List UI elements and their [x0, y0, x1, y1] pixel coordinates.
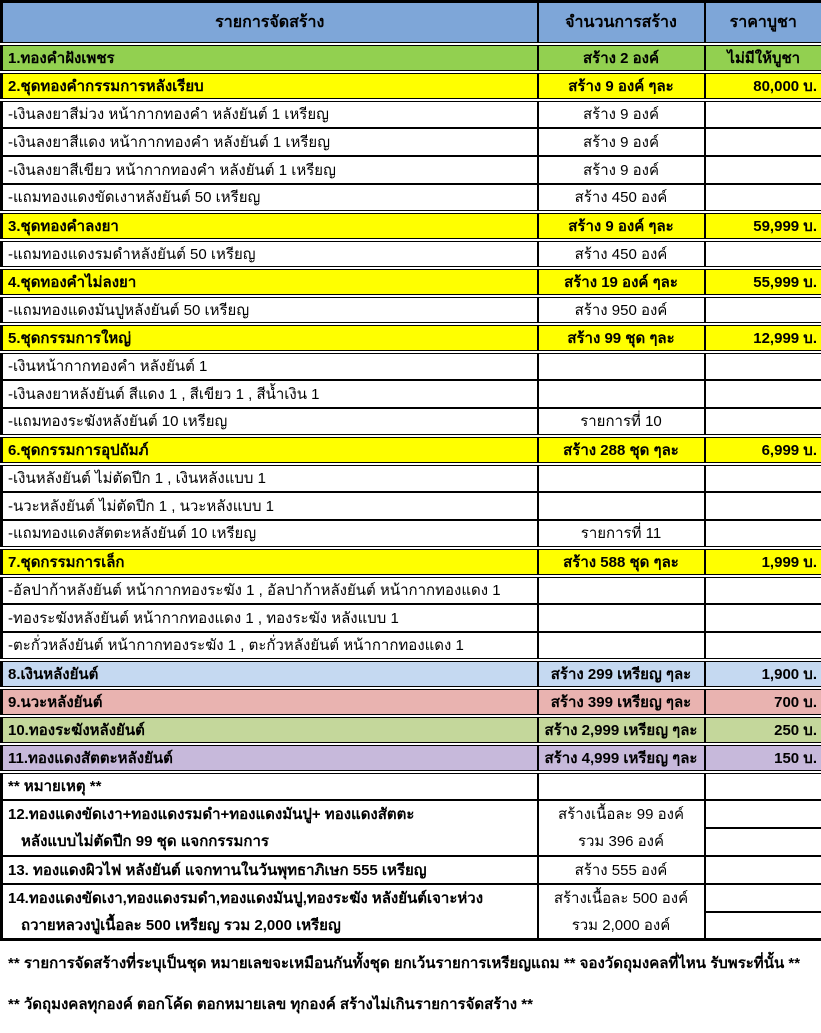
- item-name-cell: 14.ทองแดงขัดเงา,ทองแดงรมดำ,ทองแดงมันปู,ทองระฆัง หลังยันต์เจาะห่วง: [2, 884, 538, 912]
- price-cell: [705, 520, 821, 548]
- table-row: [2, 660, 821, 688]
- table-row: [2, 352, 821, 380]
- quantity-cell: สร้าง 9 องค์ ๆละ: [538, 72, 705, 100]
- item-name-cell: -ตะกั่วหลังยันต์ หน้ากากทองระฆัง 1 , ตะกั่วหลังยันต์ หน้ากากทองแดง 1: [2, 632, 538, 660]
- item-name-cell: 3.ชุดทองคำลงยา: [2, 212, 538, 240]
- column-header-price: ราคาบูชา: [705, 2, 821, 44]
- table-row: [2, 576, 821, 604]
- table-row: [2, 520, 821, 548]
- table-row: [2, 492, 821, 520]
- item-name-cell: 2.ชุดทองคำกรรมการหลังเรียบ: [2, 72, 538, 100]
- quantity-cell: สร้าง 99 ชุด ๆละ: [538, 324, 705, 352]
- price-cell: ไม่มีให้บูชา: [705, 44, 821, 72]
- price-cell: [705, 884, 821, 912]
- footnote-line-1: ** รายการจัดสร้างที่ระบุเป็นชุด หมายเลขจะเหมือนกันทั้งชุด ยกเว้นรายการเหรียญแถม ** จองวัดถุมงคลที่ไหน รับพระที่นั้น **: [8, 951, 813, 975]
- table-row: [2, 436, 821, 464]
- table-row: [2, 716, 821, 744]
- quantity-cell: สร้าง 2,999 เหรียญ ๆละ: [538, 716, 705, 744]
- quantity-cell: สร้าง 450 องค์: [538, 240, 705, 268]
- table-row: [2, 408, 821, 436]
- quantity-cell: สร้าง 9 องค์: [538, 128, 705, 156]
- table-row: [2, 324, 821, 352]
- item-name-cell: ** หมายเหตุ **: [2, 772, 538, 800]
- quantity-cell: สร้าง 299 เหรียญ ๆละ: [538, 660, 705, 688]
- footnotes: [0, 941, 821, 1016]
- quantity-cell: [538, 604, 705, 632]
- price-cell: 700 บ.: [705, 688, 821, 716]
- quantity-cell: รายการที่ 11: [538, 520, 705, 548]
- table-row: [2, 464, 821, 492]
- price-cell: 1,999 บ.: [705, 548, 821, 576]
- quantity-cell: [538, 576, 705, 604]
- footnote-line-2: ** วัดถุมงคลทุกองค์ ตอกโค้ด ตอกหมายเลข ทุกองค์ สร้างไม่เกินรายการจัดสร้าง **: [8, 992, 813, 1016]
- item-name-cell: -อัลปาก้าหลังยันต์ หน้ากากทองระฆัง 1 , อัลปาก้าหลังยันต์ หน้ากากทองแดง 1: [2, 576, 538, 604]
- item-name-cell: -เงินลงยาสีเขียว หน้ากากทองคำ หลังยันต์ 1 เหรียญ: [2, 156, 538, 184]
- item-name-cell: -แถมทองแดงมันปูหลังยันต์ 50 เหรียญ: [2, 296, 538, 324]
- item-name-cell: -แถมทองแดงรมดำหลังยันต์ 50 เหรียญ: [2, 240, 538, 268]
- quantity-cell: สร้าง 9 องค์ ๆละ: [538, 212, 705, 240]
- quantity-cell: [538, 632, 705, 660]
- quantity-cell: สร้างเนื้อละ 99 องค์: [538, 800, 705, 828]
- table-row: [2, 688, 821, 716]
- price-cell: [705, 464, 821, 492]
- column-header-items: รายการจัดสร้าง: [2, 2, 538, 44]
- price-cell: [705, 408, 821, 436]
- item-name-cell: 8.เงินหลังยันต์: [2, 660, 538, 688]
- price-cell: [705, 800, 821, 828]
- table-row: [2, 268, 821, 296]
- quantity-cell: [538, 492, 705, 520]
- item-name-cell: -เงินหน้ากากทองคำ หลังยันต์ 1: [2, 352, 538, 380]
- price-cell: [705, 576, 821, 604]
- column-header-quantity: จำนวนการสร้าง: [538, 2, 705, 44]
- quantity-cell: สร้าง 4,999 เหรียญ ๆละ: [538, 744, 705, 772]
- quantity-cell: [538, 380, 705, 408]
- price-cell: 6,999 บ.: [705, 436, 821, 464]
- item-name-cell: -แถมทองแดงสัตตะหลังยันต์ 10 เหรียญ: [2, 520, 538, 548]
- price-cell: [705, 772, 821, 800]
- quantity-cell: [538, 772, 705, 800]
- item-name-cell: -แถมทองแดงขัดเงาหลังยันต์ 50 เหรียญ: [2, 184, 538, 212]
- table-row: [2, 44, 821, 72]
- quantity-cell: สร้าง 555 องค์: [538, 856, 705, 884]
- table-row: [2, 380, 821, 408]
- item-name-cell: หลังแบบไม่ตัดปีก 99 ชุด แจกกรรมการ: [2, 828, 538, 856]
- price-cell: [705, 156, 821, 184]
- item-name-cell: -แถมทองระฆังหลังยันต์ 10 เหรียญ: [2, 408, 538, 436]
- table-row: [2, 884, 821, 912]
- quantity-cell: สร้างเนื้อละ 500 องค์: [538, 884, 705, 912]
- price-cell: [705, 380, 821, 408]
- item-name-cell: 7.ชุดกรรมการเล็ก: [2, 548, 538, 576]
- item-name-cell: 11.ทองแดงสัตตะหลังยันต์: [2, 744, 538, 772]
- table-row: [2, 128, 821, 156]
- item-name-cell: 10.ทองระฆังหลังยันต์: [2, 716, 538, 744]
- price-cell: [705, 492, 821, 520]
- quantity-cell: สร้าง 2 องค์: [538, 44, 705, 72]
- quantity-cell: สร้าง 9 องค์: [538, 100, 705, 128]
- item-name-cell: 12.ทองแดงขัดเงา+ทองแดงรมดำ+ทองแดงมันปู+ ทองแดงสัตตะ: [2, 800, 538, 828]
- price-cell: 80,000 บ.: [705, 72, 821, 100]
- table-row: [2, 744, 821, 772]
- table-row: [2, 800, 821, 828]
- item-name-cell: ถวายหลวงปู่เนื้อละ 500 เหรียญ รวม 2,000 เหรียญ: [2, 912, 538, 940]
- item-name-cell: 1.ทองคำฝังเพชร: [2, 44, 538, 72]
- item-name-cell: 9.นวะหลังยันต์: [2, 688, 538, 716]
- item-name-cell: -เงินหลังยันต์ ไม่ตัดปีก 1 , เงินหลังแบบ 1: [2, 464, 538, 492]
- table-row: [2, 856, 821, 884]
- price-cell: [705, 296, 821, 324]
- table-row: [2, 772, 821, 800]
- table-row: [2, 212, 821, 240]
- table-row: [2, 604, 821, 632]
- price-cell: [705, 240, 821, 268]
- item-name-cell: -เงินลงยาสีม่วง หน้ากากทองคำ หลังยันต์ 1 เหรียญ: [2, 100, 538, 128]
- table-row: [2, 912, 821, 940]
- price-cell: 55,999 บ.: [705, 268, 821, 296]
- price-cell: [705, 604, 821, 632]
- table-row: [2, 72, 821, 100]
- quantity-cell: สร้าง 9 องค์: [538, 156, 705, 184]
- price-cell: [705, 352, 821, 380]
- price-cell: [705, 856, 821, 884]
- price-cell: 250 บ.: [705, 716, 821, 744]
- table-row: [2, 828, 821, 856]
- price-cell: 150 บ.: [705, 744, 821, 772]
- price-cell: [705, 128, 821, 156]
- table-row: [2, 100, 821, 128]
- table-header-row: [2, 2, 821, 44]
- quantity-cell: สร้าง 450 องค์: [538, 184, 705, 212]
- quantity-cell: สร้าง 588 ชุด ๆละ: [538, 548, 705, 576]
- table-row: [2, 184, 821, 212]
- price-cell: [705, 828, 821, 856]
- quantity-cell: [538, 352, 705, 380]
- item-name-cell: 5.ชุดกรรมการใหญ่: [2, 324, 538, 352]
- table-row: [2, 296, 821, 324]
- price-cell: 1,900 บ.: [705, 660, 821, 688]
- price-cell: [705, 100, 821, 128]
- table-row: [2, 240, 821, 268]
- item-name-cell: -เงินลงยาหลังยันต์ สีแดง 1 , สีเขียว 1 , สีน้ำเงิน 1: [2, 380, 538, 408]
- item-name-cell: 4.ชุดทองคำไม่ลงยา: [2, 268, 538, 296]
- quantity-cell: สร้าง 19 องค์ ๆละ: [538, 268, 705, 296]
- quantity-cell: รายการที่ 10: [538, 408, 705, 436]
- price-cell: 59,999 บ.: [705, 212, 821, 240]
- price-cell: [705, 184, 821, 212]
- item-name-cell: -เงินลงยาสีแดง หน้ากากทองคำ หลังยันต์ 1 เหรียญ: [2, 128, 538, 156]
- item-name-cell: -ทองระฆังหลังยันต์ หน้ากากทองแดง 1 , ทองระฆัง หลังแบบ 1: [2, 604, 538, 632]
- table-row: [2, 156, 821, 184]
- table-row: [2, 548, 821, 576]
- quantity-cell: [538, 464, 705, 492]
- price-cell: 12,999 บ.: [705, 324, 821, 352]
- quantity-cell: รวม 2,000 องค์: [538, 912, 705, 940]
- price-cell: [705, 912, 821, 940]
- item-name-cell: -นวะหลังยันต์ ไม่ตัดปีก 1 , นวะหลังแบบ 1: [2, 492, 538, 520]
- quantity-cell: สร้าง 288 ชุด ๆละ: [538, 436, 705, 464]
- price-cell: [705, 632, 821, 660]
- item-name-cell: 6.ชุดกรรมการอุปถัมภ์: [2, 436, 538, 464]
- table-row: [2, 632, 821, 660]
- quantity-cell: รวม 396 องค์: [538, 828, 705, 856]
- item-name-cell: 13. ทองแดงผิวไฟ หลังยันต์ แจกทานในวันพุทธาภิเษก 555 เหรียญ: [2, 856, 538, 884]
- quantity-cell: สร้าง 950 องค์: [538, 296, 705, 324]
- quantity-cell: สร้าง 399 เหรียญ ๆละ: [538, 688, 705, 716]
